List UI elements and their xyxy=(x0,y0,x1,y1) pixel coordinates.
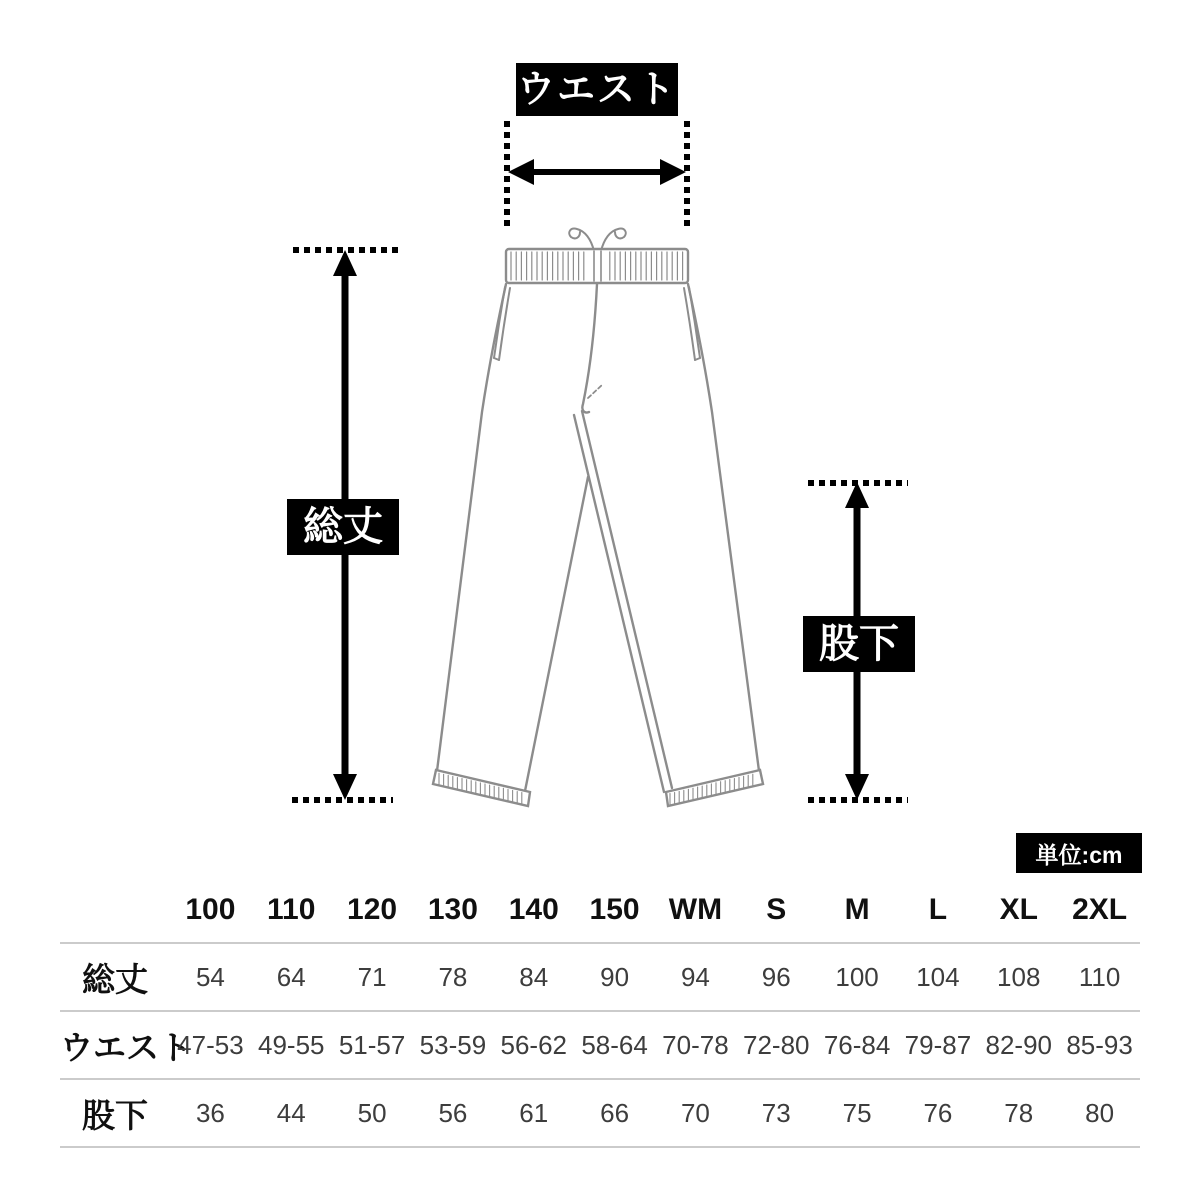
size-value-cell: 51-57 xyxy=(338,1029,406,1060)
waistband xyxy=(506,249,688,283)
size-value-cell: 78 xyxy=(438,961,468,992)
size-value-cell: 84 xyxy=(519,961,549,992)
size-column-header: 140 xyxy=(508,893,559,926)
total-length-label: 総丈 xyxy=(287,499,399,555)
size-table-header-row xyxy=(60,878,1140,944)
size-column-header: 120 xyxy=(347,893,398,926)
size-value-cell: 64 xyxy=(276,961,306,992)
waist-label: ウエスト xyxy=(516,63,678,116)
size-value-cell: 50 xyxy=(357,1097,387,1128)
size-value-cell: 108 xyxy=(997,961,1041,992)
size-value-cell: 90 xyxy=(600,961,630,992)
size-value-cell: 70-78 xyxy=(662,1029,729,1060)
size-value-cell: 71 xyxy=(357,961,387,992)
size-column-header: 130 xyxy=(427,893,478,926)
size-value-cell: 94 xyxy=(680,961,710,992)
right-leg-inner-seam xyxy=(574,411,672,792)
right-leg-outer-seam xyxy=(688,284,759,771)
size-table-row xyxy=(60,1080,1140,1148)
row-label: 股下 xyxy=(82,1096,148,1134)
inseam-label: 股下 xyxy=(803,616,915,672)
size-value-cell: 44 xyxy=(276,1097,306,1128)
drawstring-icon xyxy=(569,229,626,251)
size-column-header: 2XL xyxy=(1072,893,1128,926)
size-column-header: 110 xyxy=(267,893,316,926)
size-value-cell: 66 xyxy=(600,1097,630,1128)
size-value-cell: 110 xyxy=(1078,961,1121,992)
size-value-cell: 56 xyxy=(438,1097,468,1128)
size-value-cell: 36 xyxy=(195,1097,225,1128)
left-cuff xyxy=(433,770,530,806)
size-column-header: WM xyxy=(668,893,723,926)
size-value-cell: 70 xyxy=(680,1097,710,1128)
size-value-cell: 85-93 xyxy=(1066,1029,1133,1060)
size-value-cell: 54 xyxy=(195,961,225,992)
size-value-cell: 72-80 xyxy=(742,1029,810,1060)
size-value-cell: 56-62 xyxy=(500,1029,567,1060)
size-column-header: L xyxy=(928,893,948,926)
size-column-header: XL xyxy=(999,893,1038,926)
size-value-cell: 78 xyxy=(1004,1097,1034,1128)
size-value-cell: 53-59 xyxy=(419,1029,487,1060)
size-column-header: M xyxy=(844,893,870,926)
right-cuff xyxy=(666,770,763,806)
unit-badge: 単位:cm xyxy=(1016,833,1142,873)
size-value-cell: 58-64 xyxy=(581,1029,648,1060)
size-column-header: 100 xyxy=(185,893,236,926)
row-label: 総丈 xyxy=(82,960,148,998)
size-value-cell: 79-87 xyxy=(904,1029,972,1060)
size-value-cell: 76-84 xyxy=(823,1029,891,1060)
size-table xyxy=(60,878,1140,1148)
size-value-cell: 47-53 xyxy=(177,1029,244,1060)
size-value-cell: 80 xyxy=(1085,1097,1115,1128)
fly-stitch-dashed xyxy=(588,385,602,398)
size-value-cell: 100 xyxy=(835,961,879,992)
size-value-cell: 76 xyxy=(923,1097,953,1128)
size-table-row xyxy=(60,1012,1140,1080)
size-value-cell: 96 xyxy=(761,961,791,992)
size-column-header: 150 xyxy=(589,893,640,926)
size-value-cell: 82-90 xyxy=(985,1029,1052,1060)
left-leg-outer-seam xyxy=(437,284,506,771)
waist-measure-arrow xyxy=(508,159,686,185)
size-value-cell: 73 xyxy=(761,1097,791,1128)
row-label: ウエスト xyxy=(60,1028,192,1066)
size-table-row xyxy=(60,944,1140,1012)
size-column-header: S xyxy=(766,893,787,926)
size-value-cell: 75 xyxy=(842,1097,872,1128)
size-value-cell: 49-55 xyxy=(257,1029,325,1060)
pants-drawing xyxy=(433,229,763,806)
size-value-cell: 61 xyxy=(519,1097,549,1128)
size-value-cell: 104 xyxy=(916,961,960,992)
left-leg-inner-seam xyxy=(525,477,588,791)
fly-seam xyxy=(582,284,597,413)
